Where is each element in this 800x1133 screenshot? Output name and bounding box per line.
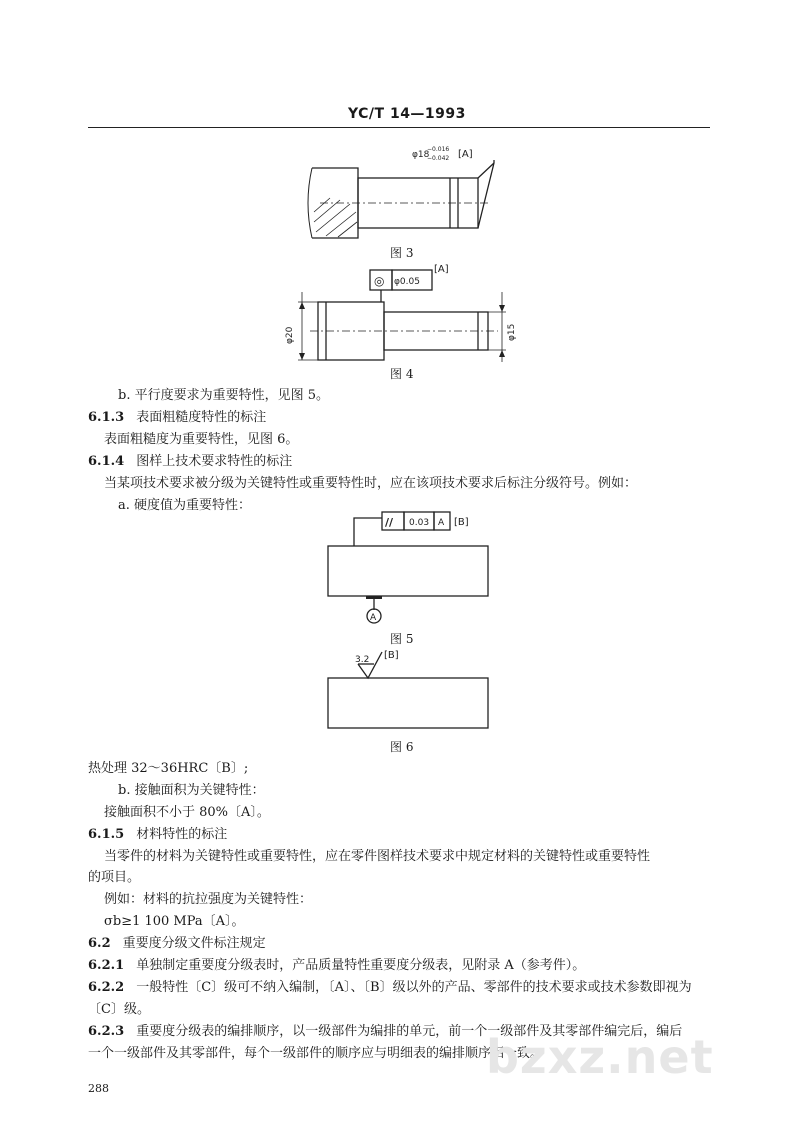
figure-5 [320, 510, 500, 630]
section-number: 6.2.3 [88, 1024, 125, 1039]
section-number: 6.2.2 [88, 980, 125, 995]
section-number: 6.1.5 [88, 827, 125, 842]
header-rule [88, 127, 710, 128]
fig3-upper-dev: −0.016 [427, 146, 450, 153]
material-example-intro: 例如：材料的抗拉强度为关键特性： [104, 892, 313, 907]
section-title: 材料特性的标注 [136, 827, 228, 842]
section-number: 6.2.1 [88, 958, 125, 973]
fig4-grade: [A] [434, 264, 449, 275]
fig4-dim-left: φ20 [285, 326, 295, 344]
heat-treatment-example: 热处理 32～36HRC〔B〕; [88, 761, 249, 776]
section-title: 图样上技术要求特性的标注 [136, 454, 293, 469]
fig5-grade: [B] [454, 517, 469, 528]
section-body: 单独制定重要度分级表时，产品质量特性重要度分级表，见附录 A（参考件）。 [136, 958, 586, 973]
figure-4-caption: 图 4 [390, 367, 414, 381]
fig4-coaxiality-symbol: ◎ [374, 274, 385, 288]
fig3-grade: [A] [458, 149, 473, 160]
item-b-contact: b. 接触面积为关键特性： [118, 783, 265, 798]
figure-5-caption: 图 5 [390, 632, 414, 646]
figure-3 [300, 140, 520, 245]
fig5-value: 0.03 [409, 518, 430, 528]
figure-6-caption: 图 6 [390, 740, 414, 754]
section-6-1-3-body: 表面粗糙度为重要特性，见图 6。 [104, 432, 299, 447]
section-number: 6.1.3 [88, 410, 125, 425]
standard-number: YC/T 14—1993 [348, 106, 466, 122]
page-number: 288 [88, 1082, 109, 1095]
figure-3-caption: 图 3 [390, 246, 414, 260]
watermark: bzxz.net [486, 1030, 714, 1084]
section-number: 6.1.4 [88, 454, 125, 469]
section-body: 一般特性〔C〕级可不纳入编制，〔A〕、〔B〕级以外的产品、零部件的技术要求或技术参数即视为 [136, 980, 692, 995]
fig6-roughness: 3.2 [355, 655, 370, 665]
fig6-grade: [B] [384, 650, 399, 661]
fig4-value: φ0.05 [394, 277, 420, 287]
fig4-dim-right: φ15 [507, 323, 517, 341]
section-6-2 [88, 932, 266, 951]
fig5-datum-circle: A [370, 613, 377, 623]
section-6-1-5 [88, 823, 227, 842]
section-number: 6.2 [88, 936, 111, 951]
contact-area-example: 接触面积不小于 80%〔A〕。 [104, 805, 270, 820]
section-6-1-3 [88, 406, 266, 425]
section-title: 表面粗糙度特性的标注 [136, 410, 267, 425]
section-title: 重要度分级文件标注规定 [122, 936, 266, 951]
item-b-parallelism: b. 平行度要求为重要特性，见图 5。 [118, 388, 329, 403]
section-6-2-2 [88, 976, 692, 995]
section-6-1-5-body-1: 当零件的材料为关键特性或重要特性，应在零件图样技术要求中规定材料的关键特性或重要特性 [104, 849, 651, 864]
section-6-2-1 [88, 954, 585, 973]
figure-6 [320, 648, 500, 738]
fig5-datum: A [438, 518, 445, 528]
tensile-strength-example: σb≥1 100 MPa〔A〕。 [104, 914, 245, 929]
section-body: 重要度分级表的编排顺序，以一级部件为编排的单元，前一个一级部件及其零部件编完后，编后 [136, 1024, 683, 1039]
section-6-1-5-body-2: 的项目。 [88, 870, 141, 885]
section-6-2-2-body-2: 〔C〕级。 [88, 1002, 150, 1017]
section-6-2-3-body-2: 一个一级部件及其零部件，每个一级部件的顺序应与明细表的编排顺序相一致。 [88, 1046, 544, 1061]
fig5-parallelism-symbol: // [385, 516, 394, 529]
section-6-1-4-body: 当某项技术要求被分级为关键特性或重要特性时，应在该项技术要求后标注分级符号。例如： [104, 476, 638, 491]
figure-4 [280, 262, 520, 366]
item-a-hardness: a. 硬度值为重要特性： [118, 498, 252, 513]
fig3-tolerance: φ18 [412, 150, 430, 160]
fig3-lower-dev: −0.042 [427, 155, 450, 162]
section-6-1-4 [88, 450, 292, 469]
